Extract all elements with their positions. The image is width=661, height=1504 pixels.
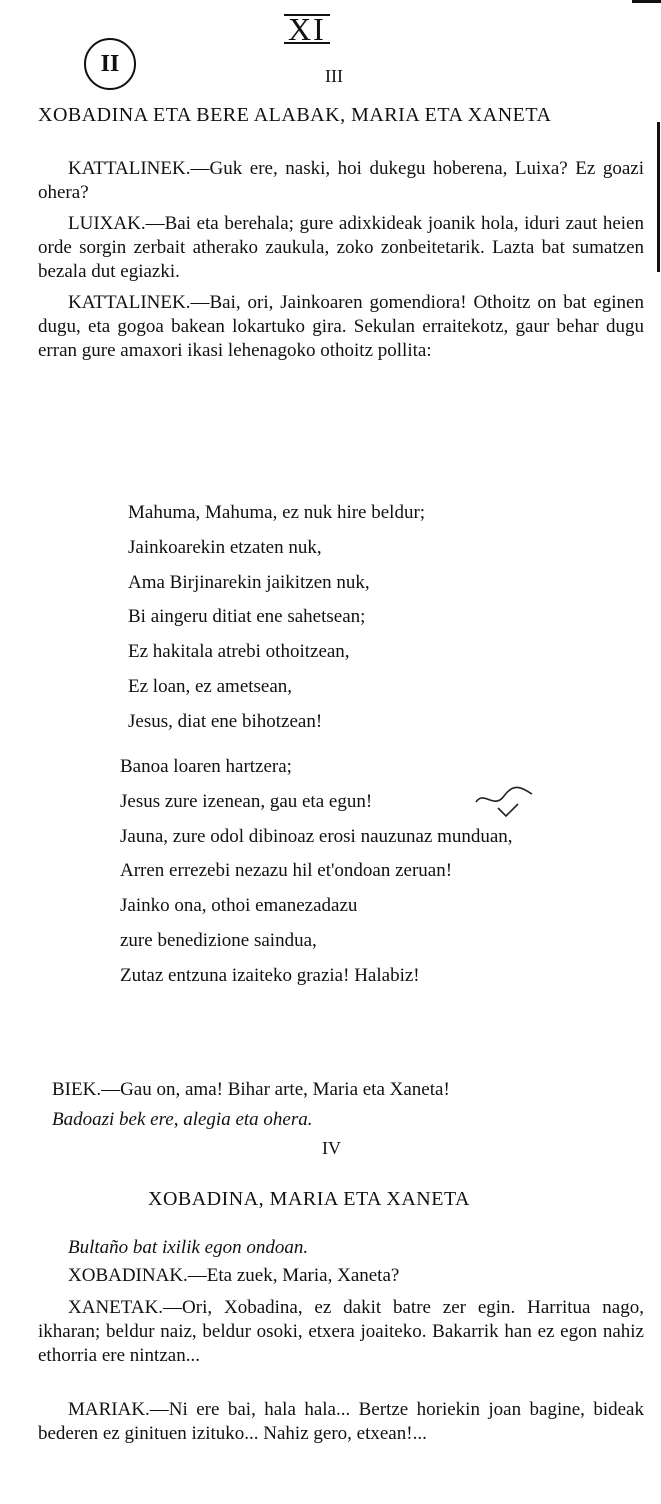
scene-heading-iv: XOBADINA, MARIA ETA XANETA (148, 1188, 471, 1210)
dialogue-kattalinek-1: KATTALINEK.—Guk ere, naski, hoi dukegu hoberena, Luixa? Ez goazi ohera? (38, 158, 644, 203)
handwritten-annotation-mark (470, 780, 540, 820)
dialogue-xanetak: XANETAK.—Ori, Xobadina, ez dakit batre zer egin. Harritua nago, ikharan; beldur naiz, beldur osoki, etxera joaiteko. Bakarrik han ez egon nahiz ethorria ere nintzan... (38, 1297, 644, 1366)
verse-line: Bi aingeru ditiat ene sahetsean; (128, 606, 366, 628)
prayer-verse-1 (128, 496, 425, 740)
verse-line: Ama Birjinarekin jaikitzen nuk, (128, 571, 370, 593)
verse-line: Zutaz entzuna izaiteko grazia! Halabiz! (120, 964, 420, 986)
roman-numeral-mark: XI (284, 14, 330, 44)
scene-heading-iii: XOBADINA ETA BERE ALABAK, MARIA ETA XANETA (38, 104, 552, 126)
verse-line: zure benedizione saindua, (120, 929, 317, 951)
verse-line: Banoa loaren hartzera; (120, 756, 292, 777)
verse-line: Ez hakitala atrebi othoitzean, (128, 641, 350, 663)
dialogue-mariak: MARIAK.—Ni ere bai, hala hala... Bertze horiekin joan bagine, bideak bederen ez ginituen izituko... Nahiz gero, etxean!... (38, 1399, 644, 1444)
prayer-verse-2 (120, 750, 513, 994)
verse-line: Jauna, zure odol dibinoaz erosi nauzunaz munduan, (120, 825, 513, 847)
verse-line: Jesus zure izenean, gau eta egun! (120, 790, 373, 812)
margin-rule (657, 122, 660, 272)
dialogue-biek: BIEK.—Gau on, ama! Bihar arte, Maria eta Xaneta! (52, 1079, 450, 1100)
stage-direction-2: Bultaño bat ixilik egon ondoan. (68, 1237, 309, 1258)
dialogue-luixak: LUIXAK.—Bai eta berehala; gure adixkideak joanik hola, iduri zaut heien orde sorgin zerbait atherako zaukula, zoko zonbeitetarik. Lazta bat sumatzen bezala dut egiazki. (38, 213, 644, 282)
dialogue-xobadinak: XOBADINAK.—Eta zuek, Maria, Xaneta? (68, 1265, 400, 1286)
stage-direction-1: Badoazi bek ere, alegia eta ohera. (52, 1109, 313, 1130)
corner-mark (632, 0, 661, 3)
scene-number-iv: IV (322, 1138, 341, 1158)
verse-line: Jainkoarekin etzaten nuk, (128, 536, 322, 558)
verse-line: Mahuma, Mahuma, ez nuk hire beldur; (128, 502, 426, 523)
verse-line: Jesus, diat ene bihotzean! (128, 710, 323, 732)
verse-line: Ez loan, ez ametsean, (128, 675, 293, 697)
circled-numeral-mark: II (84, 38, 136, 90)
verse-line: Arren errezebi nezazu hil et'ondoan zeruan! (120, 860, 453, 882)
dialogue-kattalinek-2: KATTALINEK.—Bai, ori, Jainkoaren gomendiora! Othoitz on bat eginen dugu, eta gogoa bakean lokartuko gira. Sekulan erraitekotz, gaur behar dugu erran gure amaxori ikasi lehenagoko othoitz pollita: (38, 292, 644, 361)
verse-line: Jainko ona, othoi emanezadazu (120, 895, 358, 917)
scene-number-iii: III (325, 66, 343, 86)
